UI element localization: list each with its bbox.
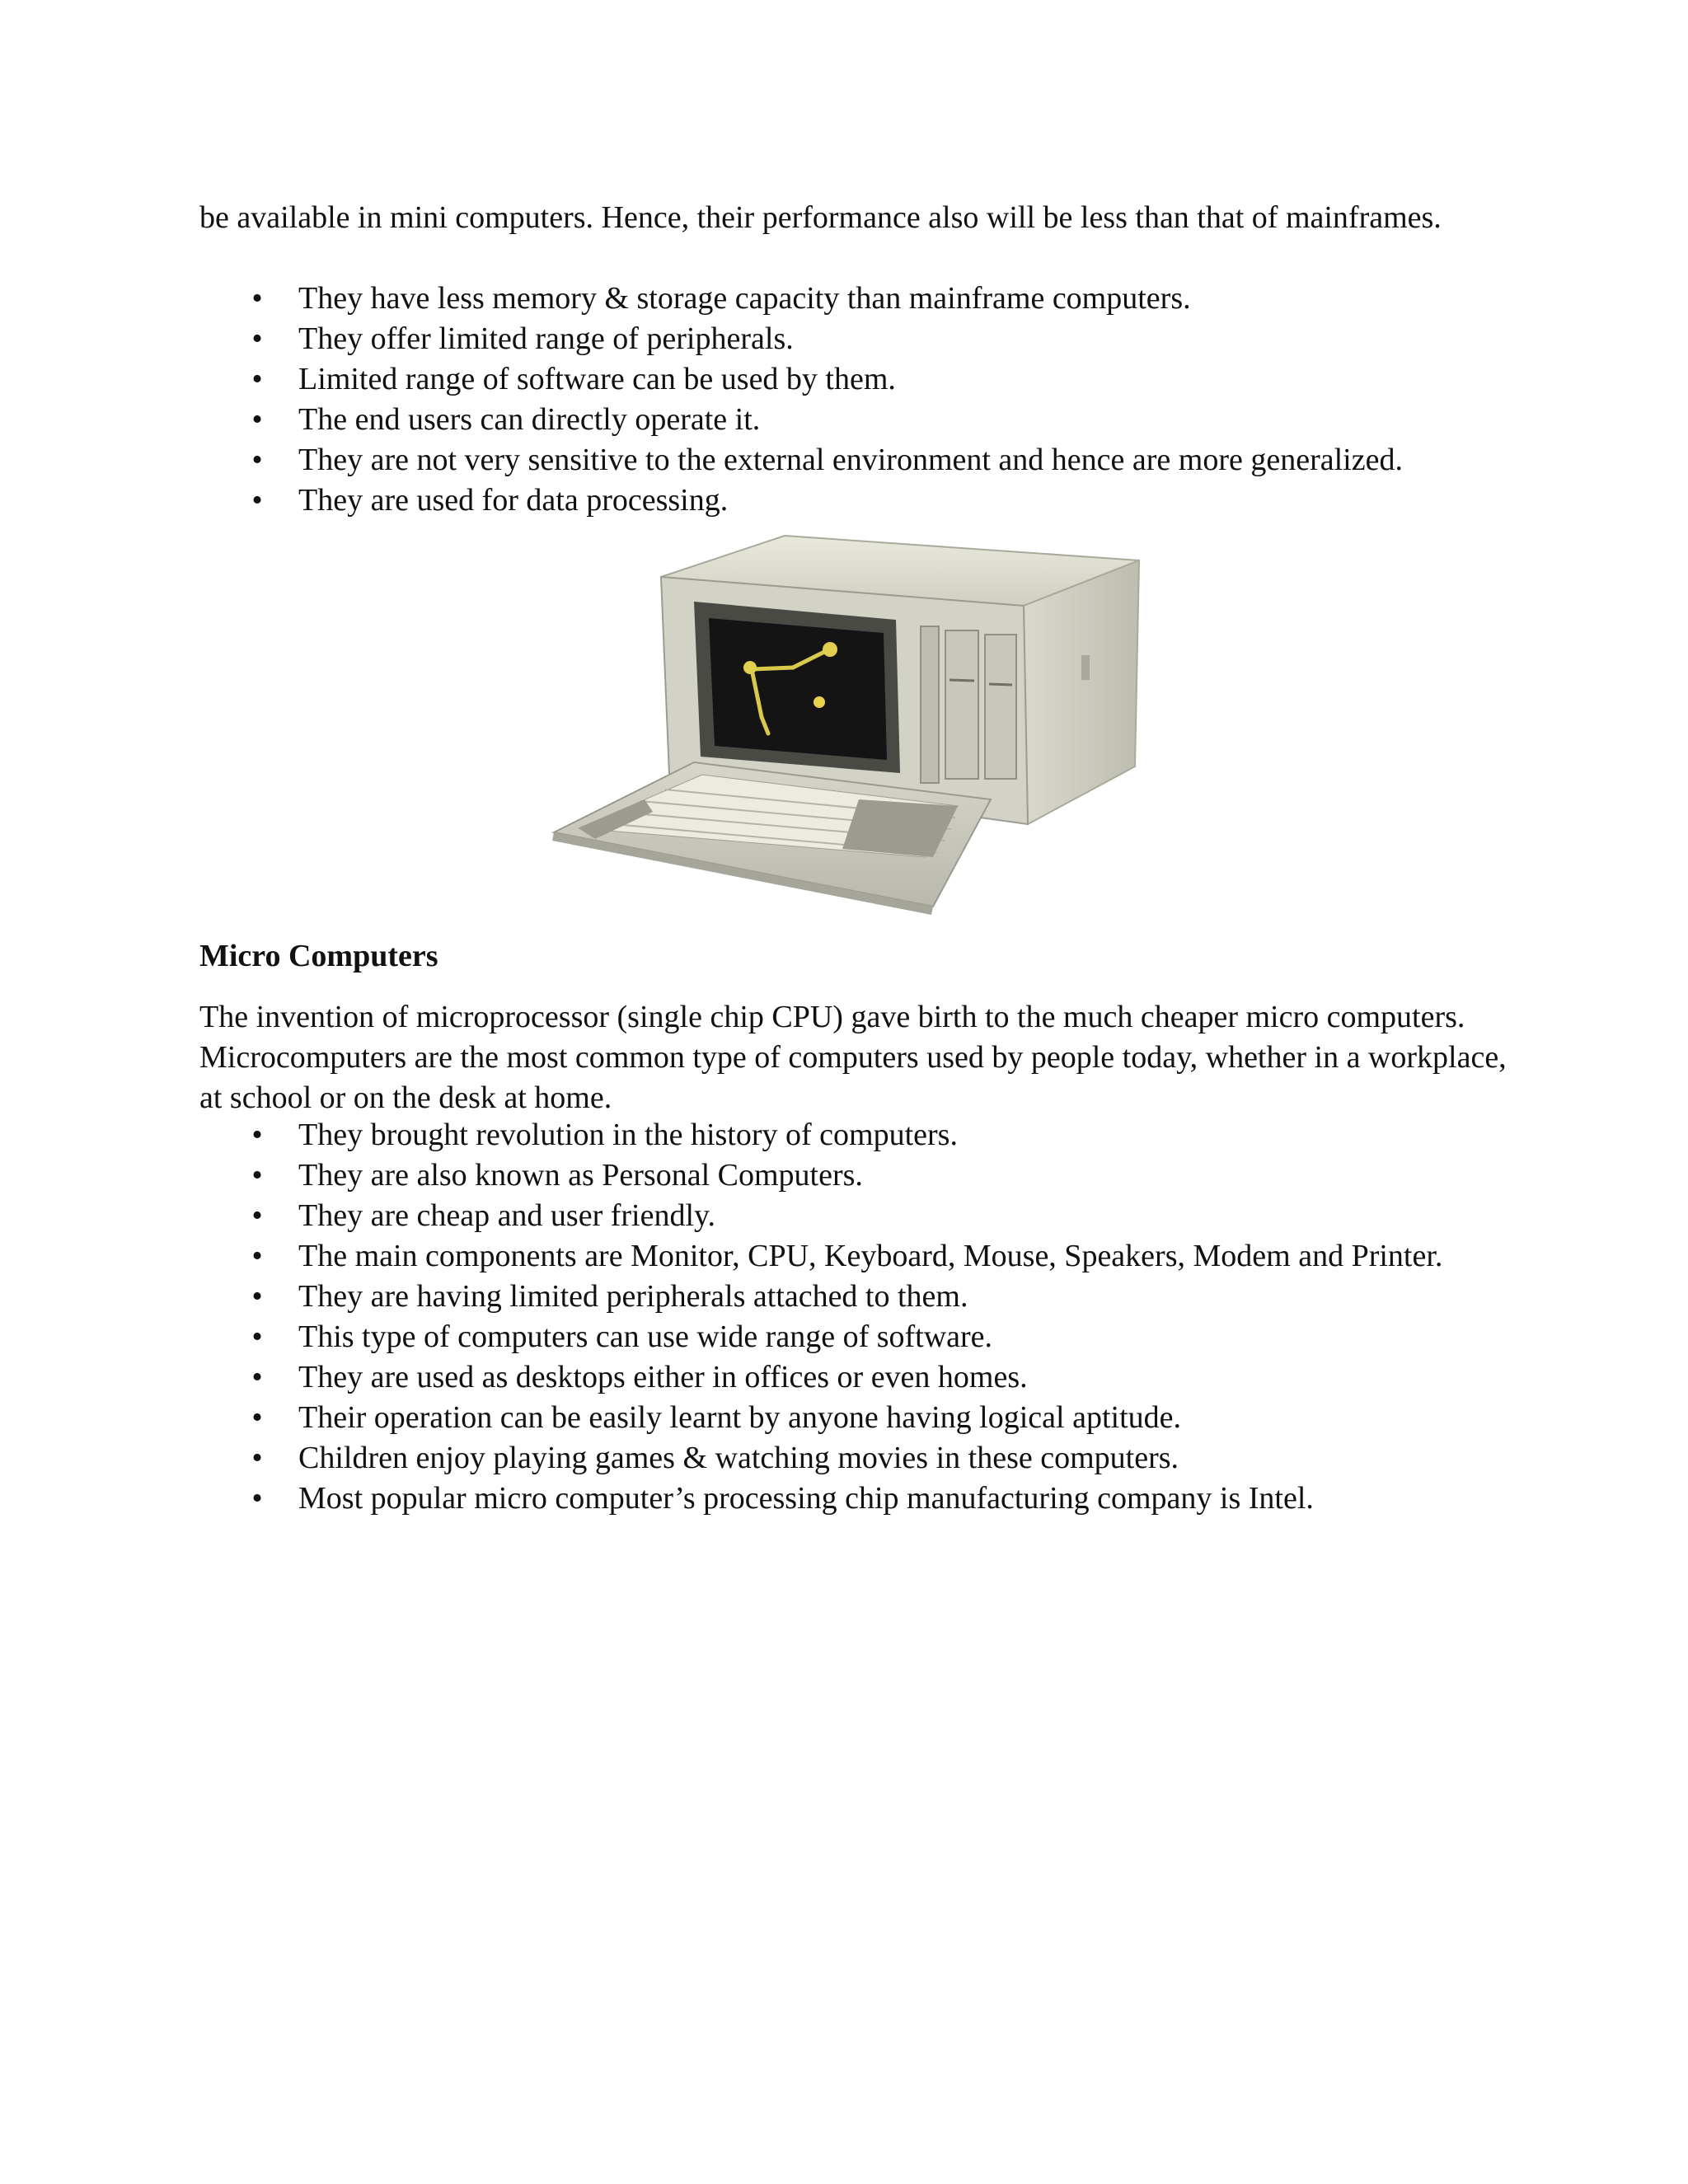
bullet-icon: • xyxy=(251,281,263,316)
micro-computer-bullet-list xyxy=(199,1115,1535,1519)
bullet-icon: • xyxy=(251,1118,263,1152)
list-item-text: The main components are Monitor, CPU, Keyboard, Mouse, Speakers, Modem and Printer. xyxy=(298,1239,1443,1273)
list-item xyxy=(199,440,1535,480)
section-heading: Micro Computers xyxy=(199,939,438,973)
bullet-icon: • xyxy=(251,1239,263,1273)
list-item xyxy=(199,1196,1535,1236)
list-item-text: They have less memory & storage capacity than mainframe computers. xyxy=(298,281,1191,316)
list-item-text: They offer limited range of peripherals. xyxy=(298,321,794,356)
list-item xyxy=(199,1479,1535,1519)
list-item xyxy=(199,359,1535,400)
list-item-text: The end users can directly operate it. xyxy=(298,402,761,437)
list-item-text: Limited range of software can be used by them. xyxy=(298,362,896,396)
bullet-icon: • xyxy=(251,1400,263,1435)
list-item xyxy=(199,1357,1535,1398)
list-item-text: They are used as desktops either in offices or even homes. xyxy=(298,1360,1028,1394)
list-item-text: Most popular micro computer’s processing chip manufacturing company is Intel. xyxy=(298,1481,1314,1516)
bullet-icon: • xyxy=(251,1441,263,1475)
list-item xyxy=(199,1398,1535,1438)
portable-computer-illustration xyxy=(546,527,1147,923)
micro-paragraph: The invention of microprocessor (single chip CPU) gave birth to the much cheaper micro computers. Microcomputers are the most common type of computers used by people today, whether in a workplace, at school or on the desk at home. xyxy=(199,1000,1507,1115)
bullet-icon: • xyxy=(251,1279,263,1314)
bullet-icon: • xyxy=(251,1198,263,1233)
bullet-icon: • xyxy=(251,443,263,477)
list-item-text: Children enjoy playing games & watching movies in these computers. xyxy=(298,1441,1179,1475)
mini-computer-bullet-list xyxy=(199,279,1535,521)
list-item-text: They are cheap and user friendly. xyxy=(298,1198,716,1233)
list-item xyxy=(199,1155,1535,1196)
list-item-text: They brought revolution in the history of computers. xyxy=(298,1118,958,1152)
bullet-icon: • xyxy=(251,402,263,437)
list-item xyxy=(199,1438,1535,1479)
list-item xyxy=(199,319,1535,359)
list-item xyxy=(199,279,1535,319)
list-item xyxy=(199,1317,1535,1357)
bullet-icon: • xyxy=(251,1319,263,1354)
list-item-text: They are having limited peripherals attached to them. xyxy=(298,1279,968,1314)
list-item-text: Their operation can be easily learnt by anyone having logical aptitude. xyxy=(298,1400,1181,1435)
list-item xyxy=(199,480,1535,521)
intro-paragraph: be available in mini computers. Hence, their performance also will be less than that of mainframes. xyxy=(199,200,1442,235)
list-item xyxy=(199,1236,1535,1277)
bullet-icon: • xyxy=(251,1481,263,1516)
bullet-icon: • xyxy=(251,321,263,356)
list-item-text: They are also known as Personal Computers. xyxy=(298,1158,863,1193)
bullet-icon: • xyxy=(251,362,263,396)
bullet-icon: • xyxy=(251,1360,263,1394)
bullet-icon: • xyxy=(251,1158,263,1193)
list-item xyxy=(199,1277,1535,1317)
list-item xyxy=(199,400,1535,440)
list-item xyxy=(199,1115,1535,1155)
list-item-text: They are used for data processing. xyxy=(298,483,729,518)
list-item-text: They are not very sensitive to the external environment and hence are more generalized. xyxy=(298,443,1403,477)
bullet-icon: • xyxy=(251,483,263,518)
list-item-text: This type of computers can use wide range of software. xyxy=(298,1319,993,1354)
